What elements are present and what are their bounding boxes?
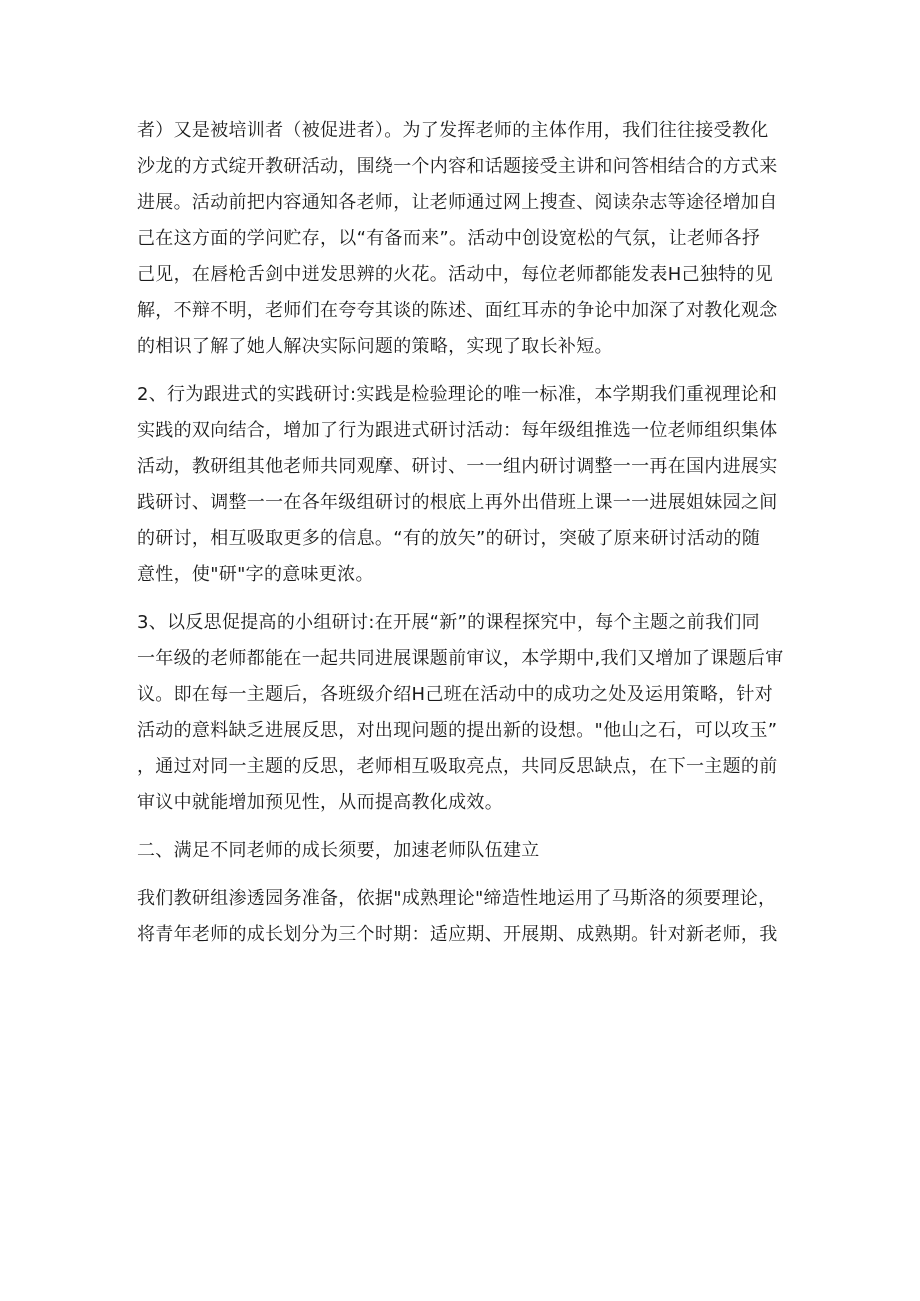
section-2-heading-line: 2、行为跟进式的实践研讨:实践是检验理论的唯一标准，本学期我们重视理论和 xyxy=(137,384,778,405)
text-line: 者）又是被培训者（被促进者）。为了发挥老师的主体作用，我们往往接受教化 xyxy=(137,120,769,141)
text-line: 己在这方面的学问贮存，以“有备而来”。活动中创设宽松的气氛，让老师各抒 xyxy=(137,228,761,249)
text-line: 活动，教研组其他老师共同观摩、研讨、一一组内研讨调整一一再在国内进展实 xyxy=(137,456,778,477)
text-line: 议。即在每一主题后，各班级介绍H己班在活动中的成功之处及运用策略，针对 xyxy=(137,684,774,705)
section-heading-teacher-growth: 二、满足不同老师的成长须要，加速老师队伍建立 xyxy=(137,840,540,861)
text-line: ，通过对同一主题的反思，老师相互吸取亮点，共同反思缺点，在下一主题的前 xyxy=(137,756,778,777)
text-line: 一年级的老师都能在一起共同进展课题前审议，本学期中,我们又增加了课题后审 xyxy=(137,648,784,669)
text-line: 实践的双向结合，增加了行为跟进式研讨活动：每年级组推选一位老师组织集体 xyxy=(137,420,778,441)
section-3-heading-line: 3、以反思促提高的小组研讨:在开展“新”的课程探究中，每个主题之前我们同 xyxy=(137,612,760,633)
text-line: 沙龙的方式绽开教研活动，围绕一个内容和话题接受主讲和问答相结合的方式来 xyxy=(137,156,778,177)
text-line: 的研讨，相互吸取更多的信息。“有的放矢”的研讨，突破了原来研讨活动的随 xyxy=(137,528,761,549)
text-line: 的相识了解了她人解决实际问题的策略，实现了取长补短。 xyxy=(137,336,613,357)
text-line: 意性，使"研"字的意味更浓。 xyxy=(137,564,374,585)
text-line: 活动的意料缺乏进展反思，对出现问题的提出新的设想。"他山之石，可以攻玉” xyxy=(137,720,778,741)
text-line: 进展。活动前把内容通知各老师，让老师通过网上搜查、阅读杂志等途径增加自 xyxy=(137,192,778,213)
document-body xyxy=(137,113,787,953)
text-line: 践研讨、调整一一在各年级组研讨的根底上再外出借班上课一一进展姐妹园之间 xyxy=(137,492,778,513)
text-line: 审议中就能增加预见性，从而提高教化成效。 xyxy=(137,792,503,813)
text-line: 解，不辩不明，老师们在夸夸其谈的陈述、面红耳赤的争论中加深了对教化观念 xyxy=(137,300,778,321)
text-line: 将青年老师的成长划分为三个时期：适应期、开展期、成熟期。针对新老师，我 xyxy=(137,924,778,945)
text-line: 己见，在唇枪舌剑中迸发思辨的火花。活动中，每位老师都能发表H己独特的见 xyxy=(137,264,774,285)
text-line: 我们教研组渗透园务准备，依据"成熟理论"缔造性地运用了马斯洛的须要理论， xyxy=(137,888,777,909)
